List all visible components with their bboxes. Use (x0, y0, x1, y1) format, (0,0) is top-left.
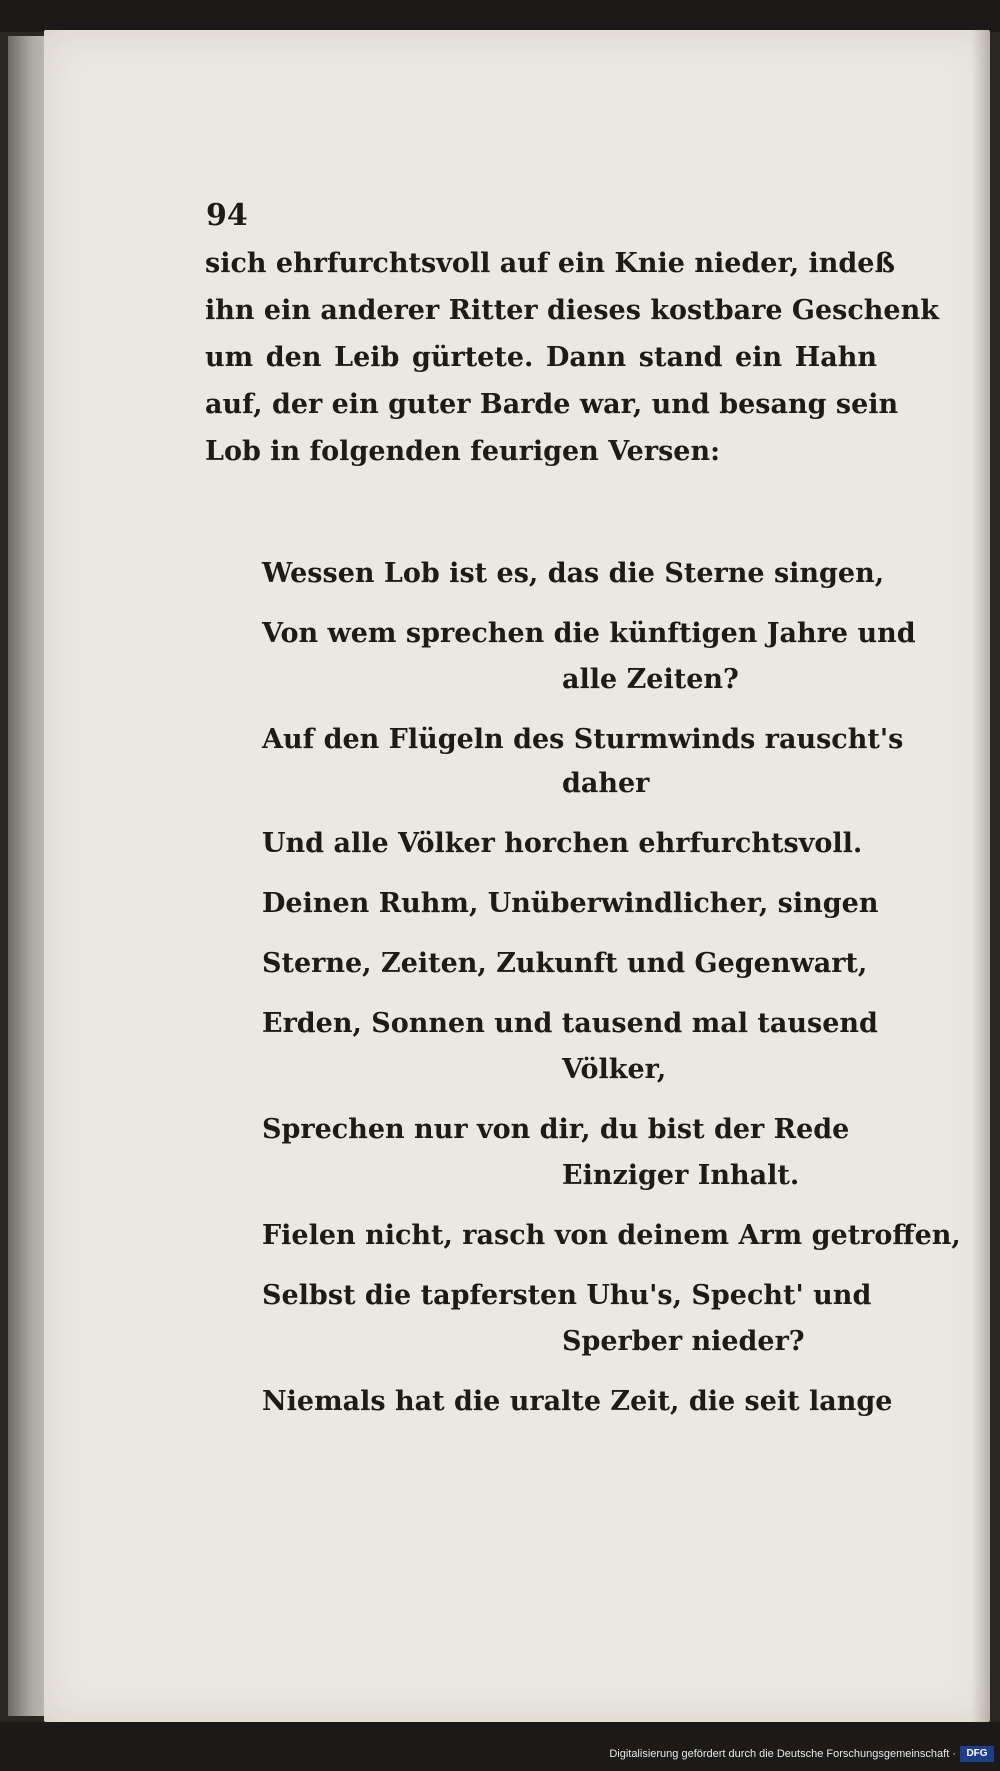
verse-line: Niemals hat die uralte Zeit, die seit lange (262, 1386, 893, 1417)
verse-line: Fielen nicht, rasch von deinem Arm getroffen, (262, 1220, 961, 1251)
page-edge-shadow (972, 30, 990, 1722)
verse-line: Sprechen nur von dir, du bist der Rede (262, 1114, 850, 1145)
prose-line: ihn ein anderer Ritter dieses kostbare Geschenk (205, 295, 939, 326)
verse-line: Selbst die tapfersten Uhu's, Specht' und (262, 1280, 872, 1311)
verse-line: Und alle Völker horchen ehrfurchtsvoll. (262, 828, 863, 859)
prose-line: sich ehrfurchtsvoll auf ein Knie nieder, indeß (205, 248, 895, 279)
verse-line: Deinen Ruhm, Unüberwindlicher, singen (262, 888, 879, 919)
page-number: 94 (206, 198, 248, 233)
verse-continuation: Sperber nieder? (562, 1326, 805, 1357)
verse-continuation: daher (562, 768, 650, 799)
digitization-footer (0, 1722, 1000, 1771)
funding-credit: Digitalisierung gefördert durch die Deutsche Forschungsgemeinschaft · (609, 1748, 956, 1760)
verse-line: Wessen Lob ist es, das die Sterne singen, (262, 558, 885, 589)
prose-line: Lob in folgenden feurigen Versen: (205, 436, 721, 467)
verse-continuation: Einziger Inhalt. (562, 1160, 800, 1191)
verse-continuation: Völker, (562, 1054, 667, 1085)
scan-top-border (0, 0, 1000, 32)
verse-line: Auf den Flügeln des Sturmwinds rauscht's (262, 724, 904, 755)
prose-line: um den Leib gürtete. Dann stand ein Hahn (205, 342, 877, 373)
verse-line: Von wem sprechen die künftigen Jahre und (262, 618, 916, 649)
prose-line: auf, der ein guter Barde war, und besang sein (205, 389, 899, 420)
dfg-logo: DFG (960, 1746, 994, 1762)
verse-continuation: alle Zeiten? (562, 664, 739, 695)
verse-line: Sterne, Zeiten, Zukunft und Gegenwart, (262, 948, 868, 979)
book-page (44, 30, 990, 1722)
verse-line: Erden, Sonnen und tausend mal tausend (262, 1008, 878, 1039)
